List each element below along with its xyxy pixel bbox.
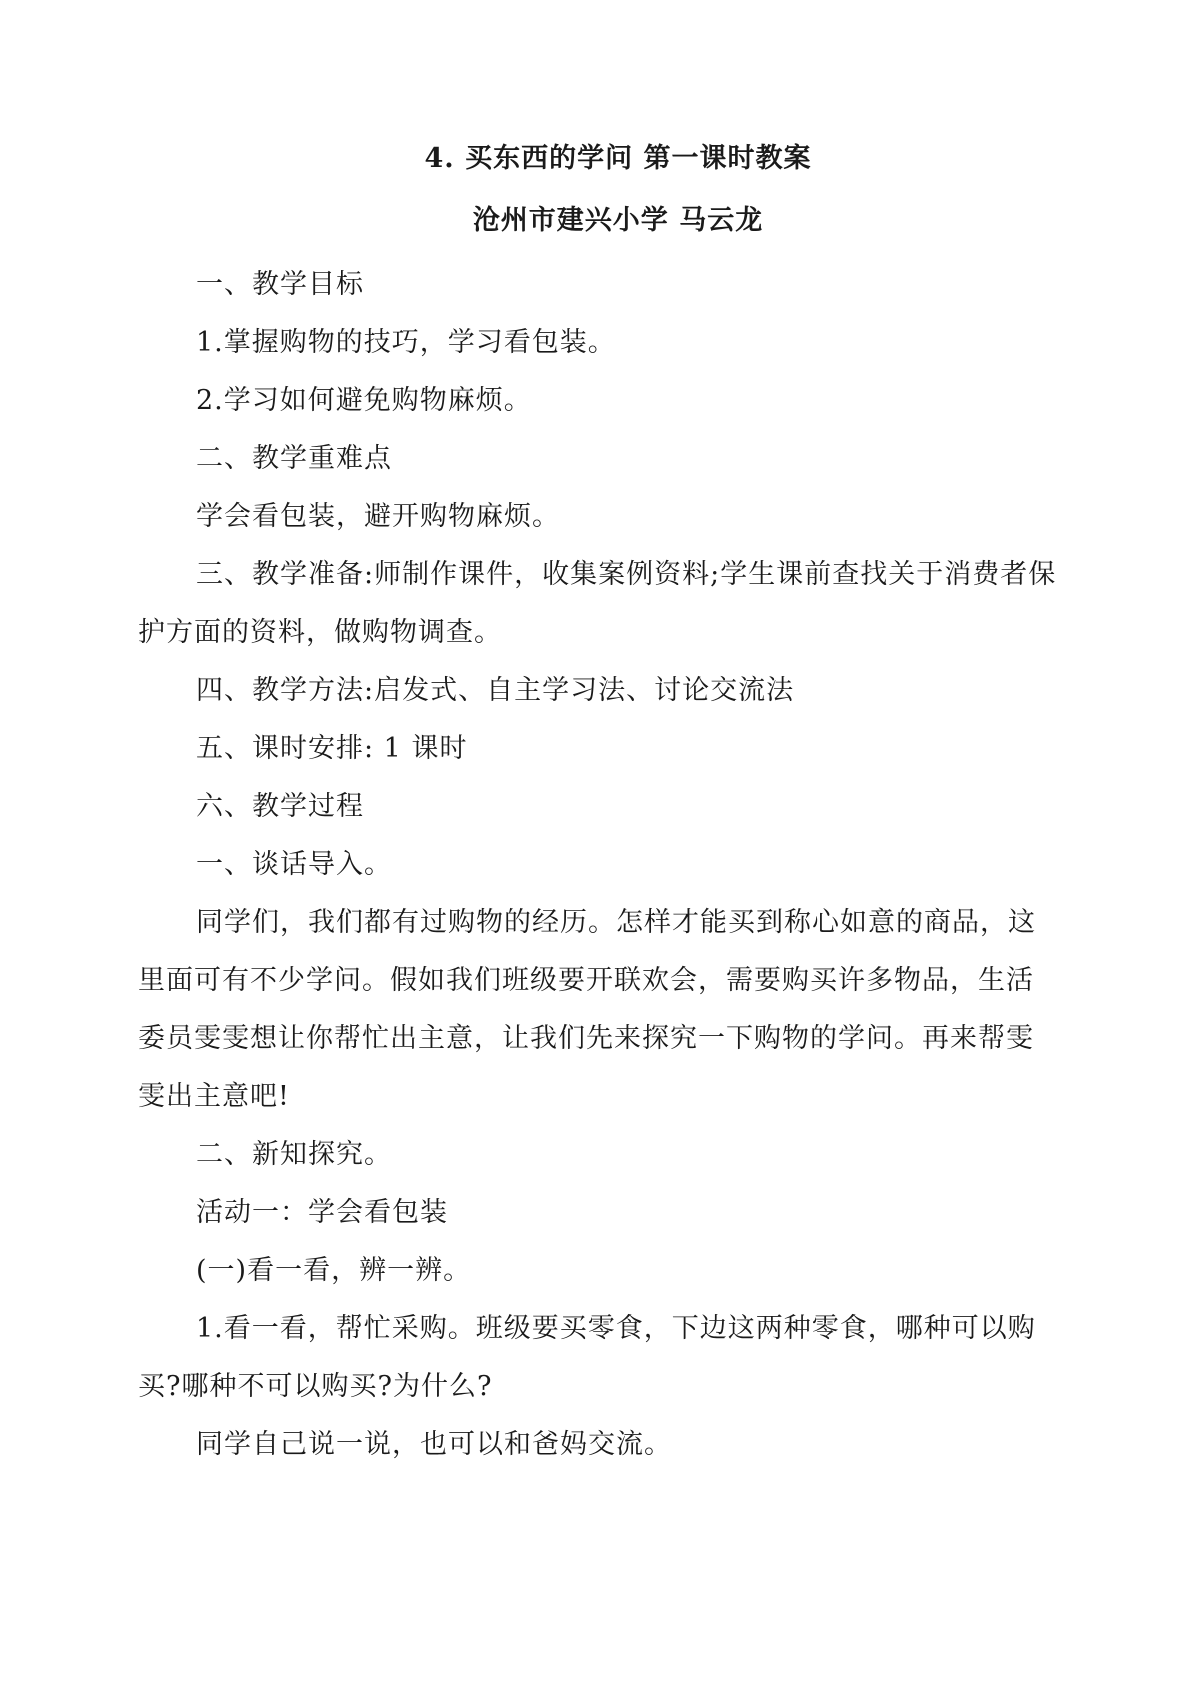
section-heading: 一、教学目标 bbox=[196, 269, 364, 300]
paragraph-line: 雯出主意吧! bbox=[138, 1081, 290, 1112]
paragraph-line: 里面可有不少学问。假如我们班级要开联欢会，需要购买许多物品，生活 bbox=[138, 965, 1034, 996]
sub-heading: (一)看一看，辨一辨。 bbox=[196, 1255, 472, 1286]
paragraph-line: 学会看包装，避开购物麻烦。 bbox=[196, 501, 560, 532]
section-heading: 六、教学过程 bbox=[196, 791, 364, 822]
author-line: 沧州市建兴小学 马云龙 bbox=[472, 205, 764, 236]
section-heading: 五、课时安排: 1 课时 bbox=[196, 733, 468, 764]
section-heading: 一、谈话导入。 bbox=[196, 849, 392, 880]
paragraph-line: 同学们，我们都有过购物的经历。怎样才能买到称心如意的商品，这 bbox=[196, 907, 1036, 938]
activity-heading: 活动一：学会看包装 bbox=[196, 1197, 448, 1228]
paragraph-line: 1.掌握购物的技巧，学习看包装。 bbox=[196, 327, 616, 358]
paragraph-line: 1.看一看，帮忙采购。班级要买零食，下边这两种零食，哪种可以购 bbox=[196, 1313, 1036, 1344]
paragraph-line: 买?哪种不可以购买?为什么? bbox=[138, 1371, 493, 1402]
paragraph-line: 同学自己说一说，也可以和爸妈交流。 bbox=[196, 1429, 672, 1460]
document-title: 4. 买东西的学问 第一课时教案 bbox=[424, 143, 812, 174]
section-heading: 二、新知探究。 bbox=[196, 1139, 392, 1170]
paragraph-line: 委员雯雯想让你帮忙出主意，让我们先来探究一下购物的学问。再来帮雯 bbox=[138, 1023, 1034, 1054]
section-heading: 二、教学重难点 bbox=[196, 443, 392, 474]
section-heading: 三、教学准备:师制作课件，收集案例资料;学生课前查找关于消费者保 bbox=[196, 559, 1057, 590]
section-heading: 四、教学方法:启发式、自主学习法、讨论交流法 bbox=[196, 675, 795, 706]
paragraph-line: 护方面的资料，做购物调查。 bbox=[138, 617, 502, 648]
paragraph-line: 2.学习如何避免购物麻烦。 bbox=[196, 385, 532, 416]
